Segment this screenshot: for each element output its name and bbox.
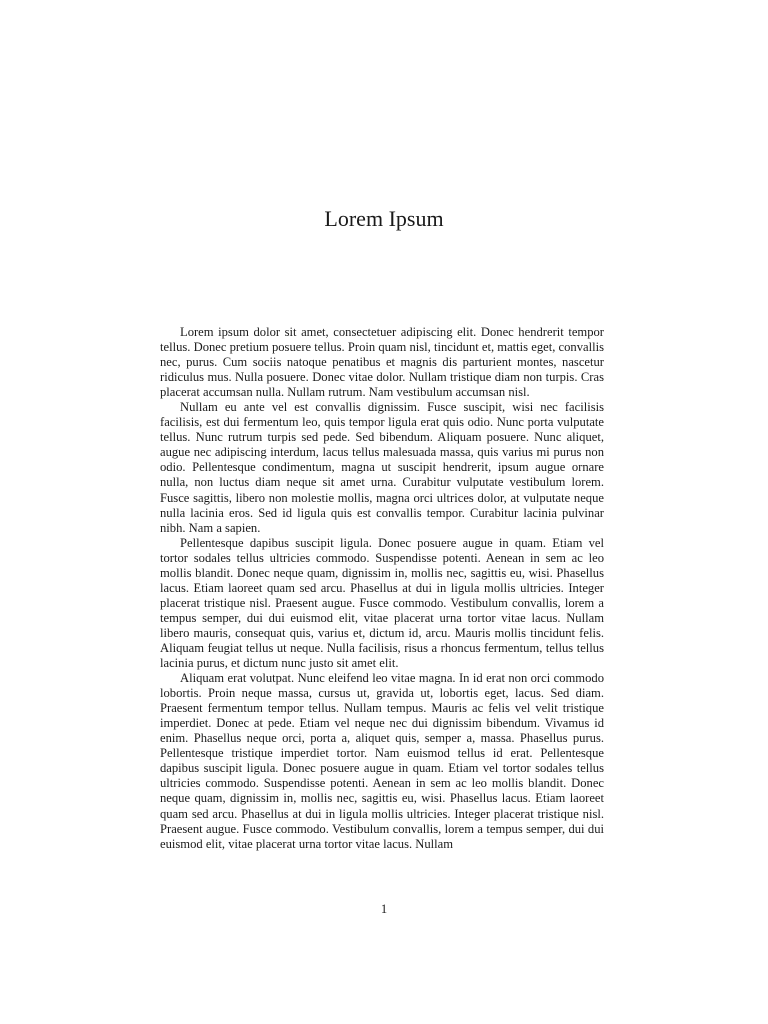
paragraph-4: Aliquam erat volutpat. Nunc eleifend leo vitae magna. In id erat non orci commodo lobortis. Proin neque massa, cursus ut, gravida ut, lobortis eget, lacus. Sed diam. Praesent fermentum tempor tellus. Nullam tempus. Mauris ac felis vel velit tristique imperdiet. Donec at pede. Etiam vel neque nec dui dignissim bibendum. Vivamus id enim. Phasellus neque orci, porta a, aliquet quis, semper a, massa. Phasellus purus. Pellentesque tristique imperdiet tortor. Nam euismod tellus id erat. Pellentesque dapibus suscipit ligula. Donec posuere augue in quam. Etiam vel tortor sodales tellus ultricies commodo. Suspendisse potenti. Aenean in sem ac leo mollis blandit. Donec neque quam, dignissim in, mollis nec, sagittis eu, wisi. Phasellus lacus. Etiam laoreet quam sed arcu. Phasellus at dui in ligula mollis ultricies. Integer placerat tristique nisl. Praesent augue. Fusce commodo. Vestibulum convallis, lorem a tempus semper, dui dui euismod elit, vitae placerat urna tortor vitae lacus. Nullam — [160, 671, 604, 851]
document-title: Lorem Ipsum — [324, 206, 444, 231]
page-number: 1 — [380, 902, 388, 916]
body-text — [160, 325, 604, 852]
paragraph-2: Nullam eu ante vel est convallis dignissim. Fusce suscipit, wisi nec facilisis facilisis, est dui fermentum leo, quis tempor ligula erat quis odio. Nunc porta vulputate tellus. Nunc rutrum turpis sed pede. Sed bibendum. Aliquam posuere. Nunc aliquet, augue nec adipiscing interdum, lacus tellus malesuada massa, quis varius mi purus non odio. Pellentesque condimentum, magna ut suscipit hendrerit, ipsum augue ornare nulla, non luctus diam neque sit amet urna. Curabitur vulputate vestibulum lorem. Fusce sagittis, libero non molestie mollis, magna orci ultrices dolor, at vulputate neque nulla lacinia eros. Sed id ligula quis est convallis tempor. Curabitur lacinia pulvinar nibh. Nam a sapien. — [160, 400, 604, 535]
paragraph-1: Lorem ipsum dolor sit amet, consectetuer adipiscing elit. Donec hendrerit tempor tellus. Donec pretium posuere tellus. Proin quam nisl, tincidunt et, mattis eget, convallis nec, purus. Cum sociis natoque penatibus et magnis dis parturient montes, nascetur ridiculus mus. Nulla posuere. Donec vitae dolor. Nullam tristique diam non turpis. Cras placerat accumsan nulla. Nullam rutrum. Nam vestibulum accumsan nisl. — [160, 325, 604, 400]
paragraph-3: Pellentesque dapibus suscipit ligula. Donec posuere augue in quam. Etiam vel tortor sodales tellus ultricies commodo. Suspendisse potenti. Aenean in sem ac leo mollis blandit. Donec neque quam, dignissim in, mollis nec, sagittis eu, wisi. Phasellus lacus. Etiam laoreet quam sed arcu. Phasellus at dui in ligula mollis ultricies. Integer placerat tristique nisl. Praesent augue. Fusce commodo. Vestibulum convallis, lorem a tempus semper, dui dui euismod elit, vitae placerat urna tortor vitae lacus. Nullam libero mauris, consequat quis, varius et, dictum id, arcu. Mauris mollis tincidunt felis. Aliquam feugiat tellus ut neque. Nulla facilisis, risus a rhoncus fermentum, tellus tellus lacinia purus, et dictum nunc justo sit amet elit. — [160, 535, 604, 671]
